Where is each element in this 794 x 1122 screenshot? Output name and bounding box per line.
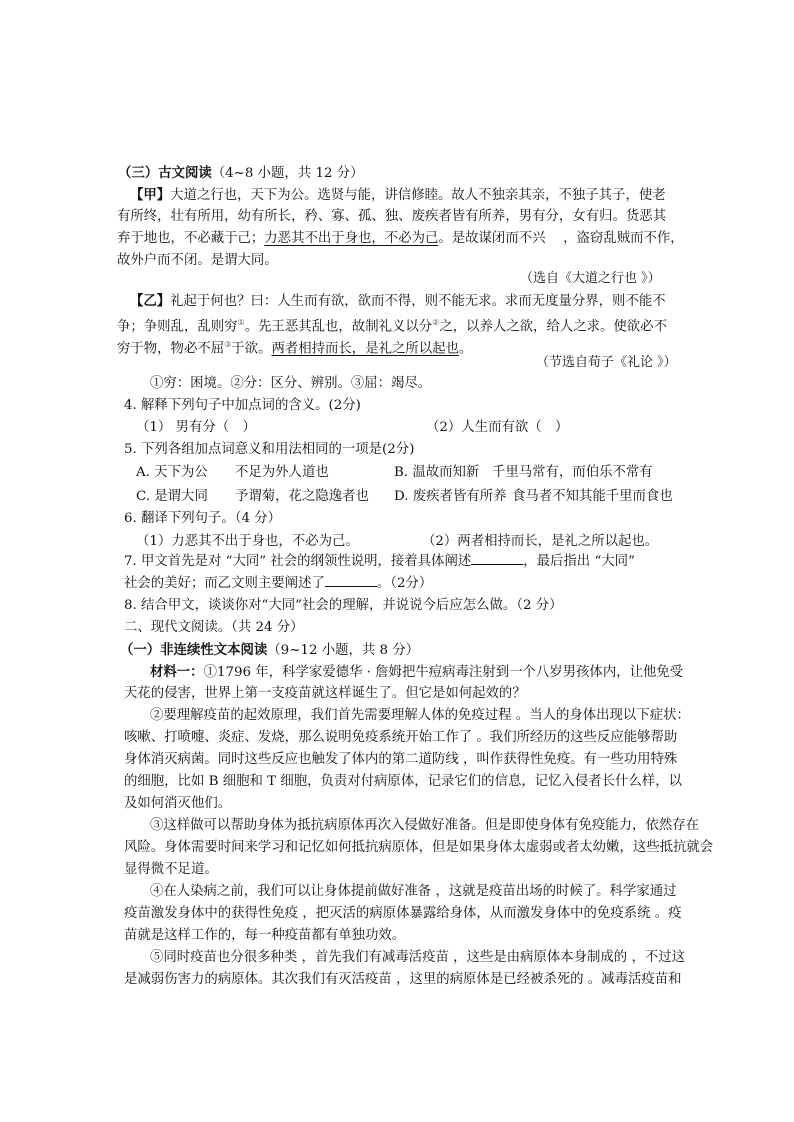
option-d-1: D. 废疾者皆有所养	[394, 489, 507, 504]
para-4-line-2: 疫苗激发身体中的获得性免疫 ，把灭活的病原体暴露给身体，从而激发身体中的免疫系统 。疫	[124, 906, 682, 921]
question-7-line-2: 社会的美好；而乙文则主要阐述了 。（2分）	[124, 576, 433, 591]
answer-blank-1[interactable]	[471, 552, 523, 565]
para-3-line-2: 风险。身体需要时间来学习和记忆如何抵抗病原体，但是如果身体太虚弱或者太幼嫩，这些抵抗就会	[124, 840, 714, 855]
jia-line-3: 弃于地也，不必藏于己；力恶其不出于身也，不必为己。是故谋闭而不兴 ，盗窃乱贼而不作，	[117, 231, 684, 246]
jia-line-2: 有所终，壮有所用，幼有所长，矜、寡、孤、独、废疾者皆有所养，男有分，女有归。货恶其	[117, 209, 667, 224]
yi-line-2: 争；争则乱，乱则穷①。先王恶其乱也，故制礼义以分②之，以养人之欲，给人之求。使欲必不	[117, 318, 667, 335]
question-8: 8. 结合甲文，谈谈你对“大同”社会的理解，并说说今后应怎么做。（2 分）	[124, 598, 563, 613]
option-a-2: 不足为外人道也	[235, 465, 329, 480]
question-6: 6. 翻译下列句子。（4 分）	[124, 511, 282, 526]
yi-line-3: 穷于物，物必不屈③于欲。两者相持而长，是礼之所以起也。	[117, 340, 473, 357]
option-a-1: A. 天下为公	[136, 465, 208, 480]
part2-subheading: （一）非连续性文本阅读	[120, 642, 268, 658]
yi-line-1: 【乙】礼起于何也？曰：人生而有欲，欲而不得，则不能无求。求而无度量分界，则不能不	[130, 293, 666, 309]
part2-subheading-note: （9~12 小题，共 8 分）	[267, 643, 420, 658]
footnote-2: ②	[432, 318, 440, 327]
para-2-line-1: ②要理解疫苗的起效原理，我们首先需要理解人体的免疫过程 。当人的身体出现以下症状：	[150, 708, 690, 723]
jia-line-1: 【甲】大道之行也，天下为公。选贤与能，讲信修睦。故人不独亲其亲，不独子其子，使老	[130, 187, 666, 203]
option-b-2: 千里马常有，而伯乐不常有	[492, 465, 653, 480]
jia-line-4: 故外户而不闭。是谓大同。	[117, 253, 278, 268]
para-4-line-3: 苗就是这样工作的，每一种疫苗都有单独功效。	[124, 928, 406, 943]
section3-heading: （三）古文阅读	[118, 165, 212, 181]
question-6-a: （1）力恶其不出于身也，不必为己。	[136, 534, 359, 549]
option-b-1: B. 温故而知新	[394, 465, 480, 480]
para-4-line-1: ④在人染病之前，我们可以让身体提前做好准备 ，这就是疫苗出场的时候了。科学家通过	[150, 884, 677, 899]
para-2-line-3: 身体消灭病菌。同时这些反应也触发了体内的第二道防线 ，叫作获得性免疫。有一些功用特殊	[124, 752, 678, 767]
answer-blank-2[interactable]	[325, 574, 377, 587]
section3-heading-line	[118, 163, 364, 184]
para-3-line-3: 显得微不足道。	[124, 862, 218, 877]
jia-source: （选自《大道之行也 》）	[520, 271, 661, 286]
jia-underlined-sentence: 力恶其不出于身也，不必为己	[264, 231, 439, 246]
para-2-line-5: 及如何消灭他们。	[124, 796, 232, 811]
material-1-line-1: 材料一：①1796 年，科学家爱德华 · 詹姆把牛痘病毒注射到一个八岁男孩体内，让他免受	[150, 664, 684, 680]
yi-tag: 【乙】	[130, 293, 171, 309]
yi-underlined-sentence: 两者相持而长，是礼之所以起也	[271, 341, 459, 357]
annotations: ①穷：困境。②分：区分、辨别。③屈：竭尽。	[150, 376, 432, 391]
footnote-3: ③	[224, 340, 232, 349]
question-7-line-1: 7. 甲文首先是对 “大同” 社会的纲领性说明，接着具体阐述 ，最后指出 “大同”	[124, 554, 635, 569]
question-4-b: （2）人生而有欲（ ）	[426, 420, 569, 435]
option-c-1: C. 是谓大同	[136, 489, 208, 504]
question-4: 4. 解释下列句子中加点词的含义。(2分)	[124, 398, 361, 413]
option-c-2: 予谓菊，花之隐逸者也	[235, 489, 369, 504]
para-5-line-1: ⑤同时疫苗也分很多种类 ，首先我们有减毒活疫苗 ，这些是由病原体本身制成的 ，不过这	[150, 950, 686, 965]
jia-tag: 【甲】	[130, 187, 171, 203]
question-6-b: （2）两者相持而长，是礼之所以起也。	[422, 534, 659, 549]
para-5-line-2: 是减弱伤害力的病原体。其次我们有灭活疫苗 ，这里的病原体是已经被杀死的 。减毒活疫苗和	[124, 972, 682, 987]
para-2-line-4: 的细胞，比如 B 细胞和 T 细胞，负责对付病原体，记录它们的信息，记忆入侵者长什么样，以	[124, 774, 683, 789]
para-2-line-2: 咳嗽、打喷嚏、炎症、发烧，那么说明免疫系统开始工作了 。我们所经历的这些反应能够帮助	[124, 730, 678, 745]
para-3-line-1: ③这样做可以帮助身体为抵抗病原体再次入侵做好准备。但是即使身体有免疫能力，依然存在	[150, 818, 700, 833]
question-4-a: （1） 男有分（ ）	[136, 420, 256, 435]
option-d-2: 食马者不知其能千里而食也	[512, 489, 673, 504]
material-1-line-2: 天花的侵害，世界上第一支疫苗就这样诞生了。但它是如何起效的？	[124, 686, 526, 701]
question-5: 5. 下列各组加点词意义和用法相同的一项是(2分)	[124, 442, 415, 457]
yi-source: （节选自荀子《礼论 》）	[536, 355, 677, 370]
footnote-1: ①	[237, 318, 245, 327]
material-1-label: 材料一：	[150, 664, 204, 680]
part2-heading: 二、现代文阅读。（共 24 分）	[124, 620, 304, 635]
part2-subheading-line	[120, 640, 419, 661]
section3-heading-note: （4~8 小题，共 12 分）	[211, 166, 364, 181]
